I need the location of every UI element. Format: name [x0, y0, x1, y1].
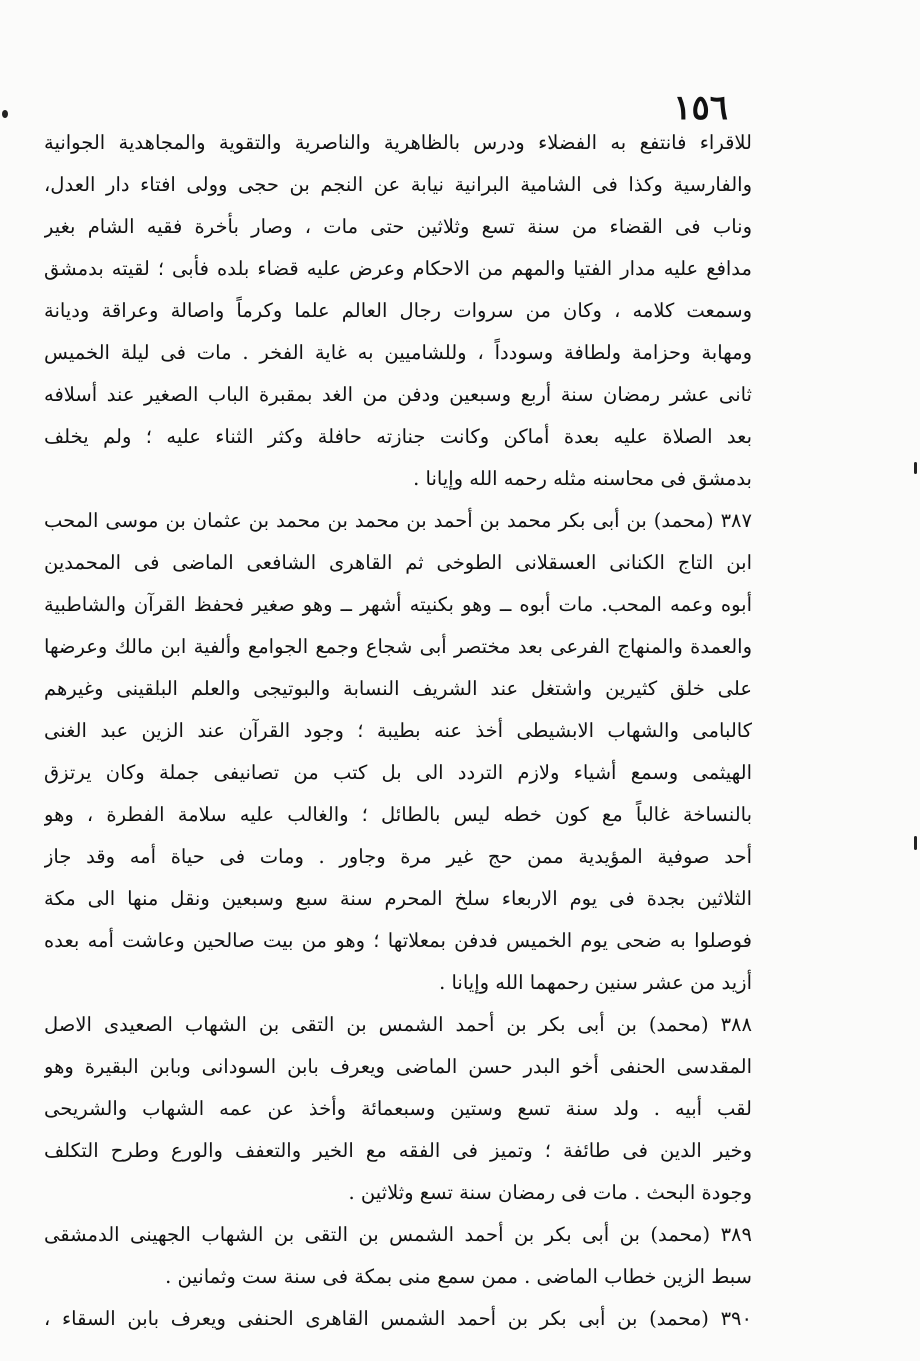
- ink-speck: [914, 836, 917, 850]
- text-line: على خلق كثيرين واشتغل عند الشريف النسابة والبوتيجى والعلم البلقينى وغيرهم: [44, 677, 752, 700]
- ink-speck: [2, 110, 8, 118]
- text-line: ثانى عشر رمضان سنة أربع وسبعين ودفن من الغد بمقبرة الباب الصغير عند أسلافه: [44, 383, 752, 406]
- text-line: ابن التاج الكنانى العسقلانى الطوخى ثم القاهرى الشافعى الماضى فى المحمدين: [44, 551, 752, 574]
- text-line: للاقراء فانتفع به الفضلاء ودرس بالظاهرية والناصرية والتقوية والمجاهدية الجوانية: [44, 131, 752, 154]
- text-line: كالبامى والشهاب الابشيطى أخذ عنه بطيبة ؛ وجود القرآن عند الزين عبد الغنى: [44, 719, 752, 742]
- text-line: وناب فى القضاء من سنة تسع وثلاثين حتى مات ، وصار بأخرة فقيه الشام بغير: [44, 215, 752, 238]
- text-line: وجودة البحث . مات فى رمضان سنة تسع وثلاثين .: [348, 1181, 752, 1204]
- text-line: والعمدة والمنهاج الفرعى بعد مختصر أبى شجاع وجمع الجوامع وألفية ابن مالك وعرضها: [44, 635, 752, 658]
- text-line: وسمعت كلامه ، وكان من سروات رجال العالم علما وكرماً واصالة وعراقة وديانة: [44, 299, 752, 322]
- text-line: المقدسى الحنفى أخو البدر حسن الماضى ويعرف بابن السودانى وبابن البقيرة وهو: [44, 1055, 752, 1078]
- text-line: فوصلوا به ضحى يوم الخميس فدفن بمعلاتها ؛ وهو من بيت صالحين وعاشت أمه بعده: [44, 929, 752, 952]
- text-line: بالنساخة غالباً مع كون خطه ليس بالطائل ؛ والغالب عليه سلامة الفطرة ، وهو: [44, 803, 752, 826]
- body-text: [44, 122, 752, 1340]
- text-line: ومهابة وحزامة ولطافة وسودداً ، وللشاميين به غاية الفخر . مات فى ليلة الخميس: [44, 341, 752, 364]
- text-line: وخير الدين فى طائفة ؛ وتميز فى الفقه مع الخير والتعفف والورع وطرح التكلف: [44, 1139, 752, 1162]
- text-line: أحد صوفية المؤيدية ممن حج غير مرة وجاور . ومات فى حياة أمه وقد جاز: [44, 845, 752, 868]
- ink-speck: [914, 462, 917, 474]
- text-line: الهيثمى وسمع أشياء ولازم التردد الى بل كتب من تصانيفى جملة وكان يرتزق: [44, 761, 752, 784]
- text-line: بدمشق فى محاسنه مثله رحمه الله وإيانا .: [413, 467, 752, 490]
- page-number: ١٥٦: [673, 88, 728, 128]
- text-line: أزيد من عشر سنين رحمهما الله وإيانا .: [439, 971, 752, 994]
- text-line: ٣٩٠ (محمد) بن أبى بكر بن أحمد الشمس القاهرى الحنفى ويعرف بابن السقاء ،: [44, 1307, 752, 1330]
- text-line: مدافع عليه مدار الفتيا والمهم من الاحكام وعرض عليه قضاء بلده فأبى ؛ لقيته بدمشق: [44, 257, 752, 280]
- text-line: بعد الصلاة عليه بعدة أماكن وكانت جنازته حافلة وكثر الثناء عليه ؛ ولم يخلف: [44, 425, 752, 448]
- text-line: أبوه وعمه المحب. مات أبوه ــ وهو بكنيته أشهر ــ وهو صغير فحفظ القرآن والشاطبية: [44, 593, 752, 616]
- text-line: والفارسية وكذا فى الشامية البرانية نيابة عن النجم بن حجى وولى افتاء دار العدل،: [44, 173, 752, 196]
- text-line: ٣٨٨ (محمد) بن أبى بكر بن أحمد الشمس بن التقى بن الشهاب الصعيدى الاصل: [44, 1013, 752, 1036]
- text-line: ٣٨٩ (محمد) بن أبى بكر بن أحمد الشمس بن التقى بن الشهاب الجهينى الدمشقى: [44, 1223, 752, 1246]
- text-line: الثلاثين بجدة فى يوم الاربعاء سلخ المحرم سنة سبع وسبعين ونقل منها الى مكة: [44, 887, 752, 910]
- text-line: سبط الزين خطاب الماضى . ممن سمع منى بمكة فى سنة ست وثمانين .: [165, 1265, 752, 1288]
- text-line: ٣٨٧ (محمد) بن أبى بكر محمد بن أحمد بن محمد بن محمد بن عثمان بن موسى المحب: [44, 509, 752, 532]
- text-line: لقب أبيه . ولد سنة تسع وستين وسبعمائة وأخذ عن عمه الشهاب والشريحى: [44, 1097, 752, 1120]
